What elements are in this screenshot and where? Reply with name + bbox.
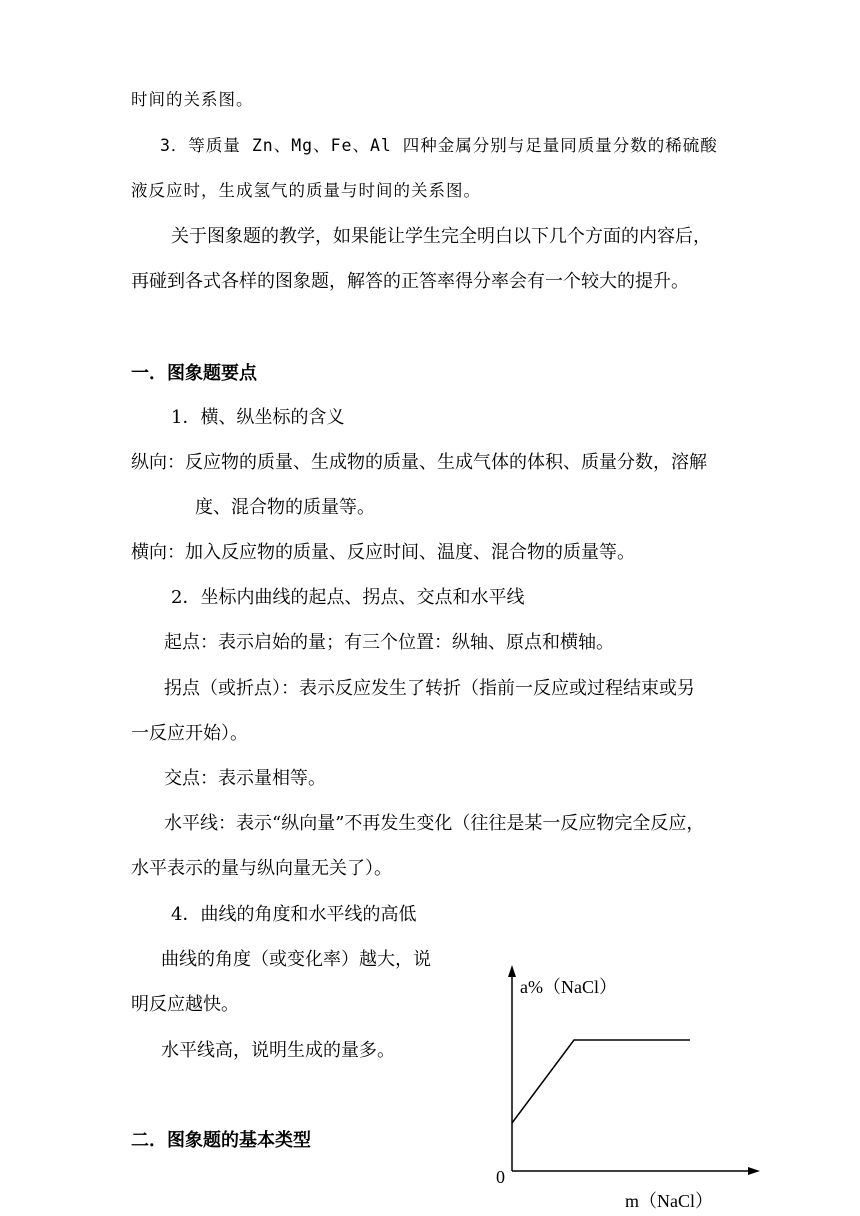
- text-line: 水平线：表示“纵向量”不再发生变化（往往是某一反应物完全反应，: [164, 813, 705, 834]
- subheading: 4．曲线的角度和水平线的高低: [171, 904, 417, 925]
- text-line: 3．等质量 Zn、Mg、Fe、Al 四种金属分别与足量同质量分数的稀硫酸: [160, 136, 718, 155]
- section-heading: 二．图象题的基本类型: [131, 1130, 311, 1151]
- text-line: 再碰到各式各样的图象题，解答的正答率得分率会有一个较大的提升。: [131, 271, 689, 292]
- x-axis-label: m（NaCl）: [625, 1191, 713, 1211]
- text-line: 明反应越快。: [131, 994, 239, 1015]
- section-heading: 一．图象题要点: [131, 363, 257, 384]
- origin-label: 0: [496, 1167, 505, 1187]
- text-line: 度、混合物的质量等。: [195, 497, 375, 518]
- text-line: 时间的关系图。: [131, 90, 254, 109]
- text-line: 水平线高，说明生成的量多。: [161, 1040, 395, 1061]
- x-axis-arrow-icon: [748, 1167, 760, 1175]
- y-axis-label: a%（NaCl）: [520, 977, 617, 997]
- y-axis-arrow-icon: [508, 965, 516, 977]
- text-line: 横向：加入反应物的质量、反应时间、温度、混合物的质量等。: [131, 542, 635, 563]
- nacl-graph: [470, 955, 770, 1215]
- text-line: 一反应开始）。: [131, 723, 248, 744]
- text-line: 拐点（或折点）：表示反应发生了转折（指前一反应或过程结束或另: [164, 678, 695, 699]
- text-line: 纵向：反应物的质量、生成物的质量、生成气体的体积、质量分数，溶解: [131, 452, 707, 473]
- subheading: 2．坐标内曲线的起点、拐点、交点和水平线: [171, 587, 525, 608]
- text-line: 水平表示的量与纵向量无关了）。: [131, 858, 392, 879]
- curve-line: [512, 1040, 690, 1123]
- text-line: 交点：表示量相等。: [164, 768, 326, 789]
- text-line: 曲线的角度（或变化率）越大，说: [161, 949, 431, 970]
- text-line: 液反应时，生成氢气的质量与时间的关系图。: [131, 181, 481, 200]
- text-line: 关于图象题的教学，如果能让学生完全明白以下几个方面的内容后，: [171, 226, 711, 247]
- text-line: 起点：表示启始的量；有三个位置：纵轴、原点和横轴。: [164, 632, 614, 653]
- subheading: 1．横、纵坐标的含义: [171, 407, 345, 428]
